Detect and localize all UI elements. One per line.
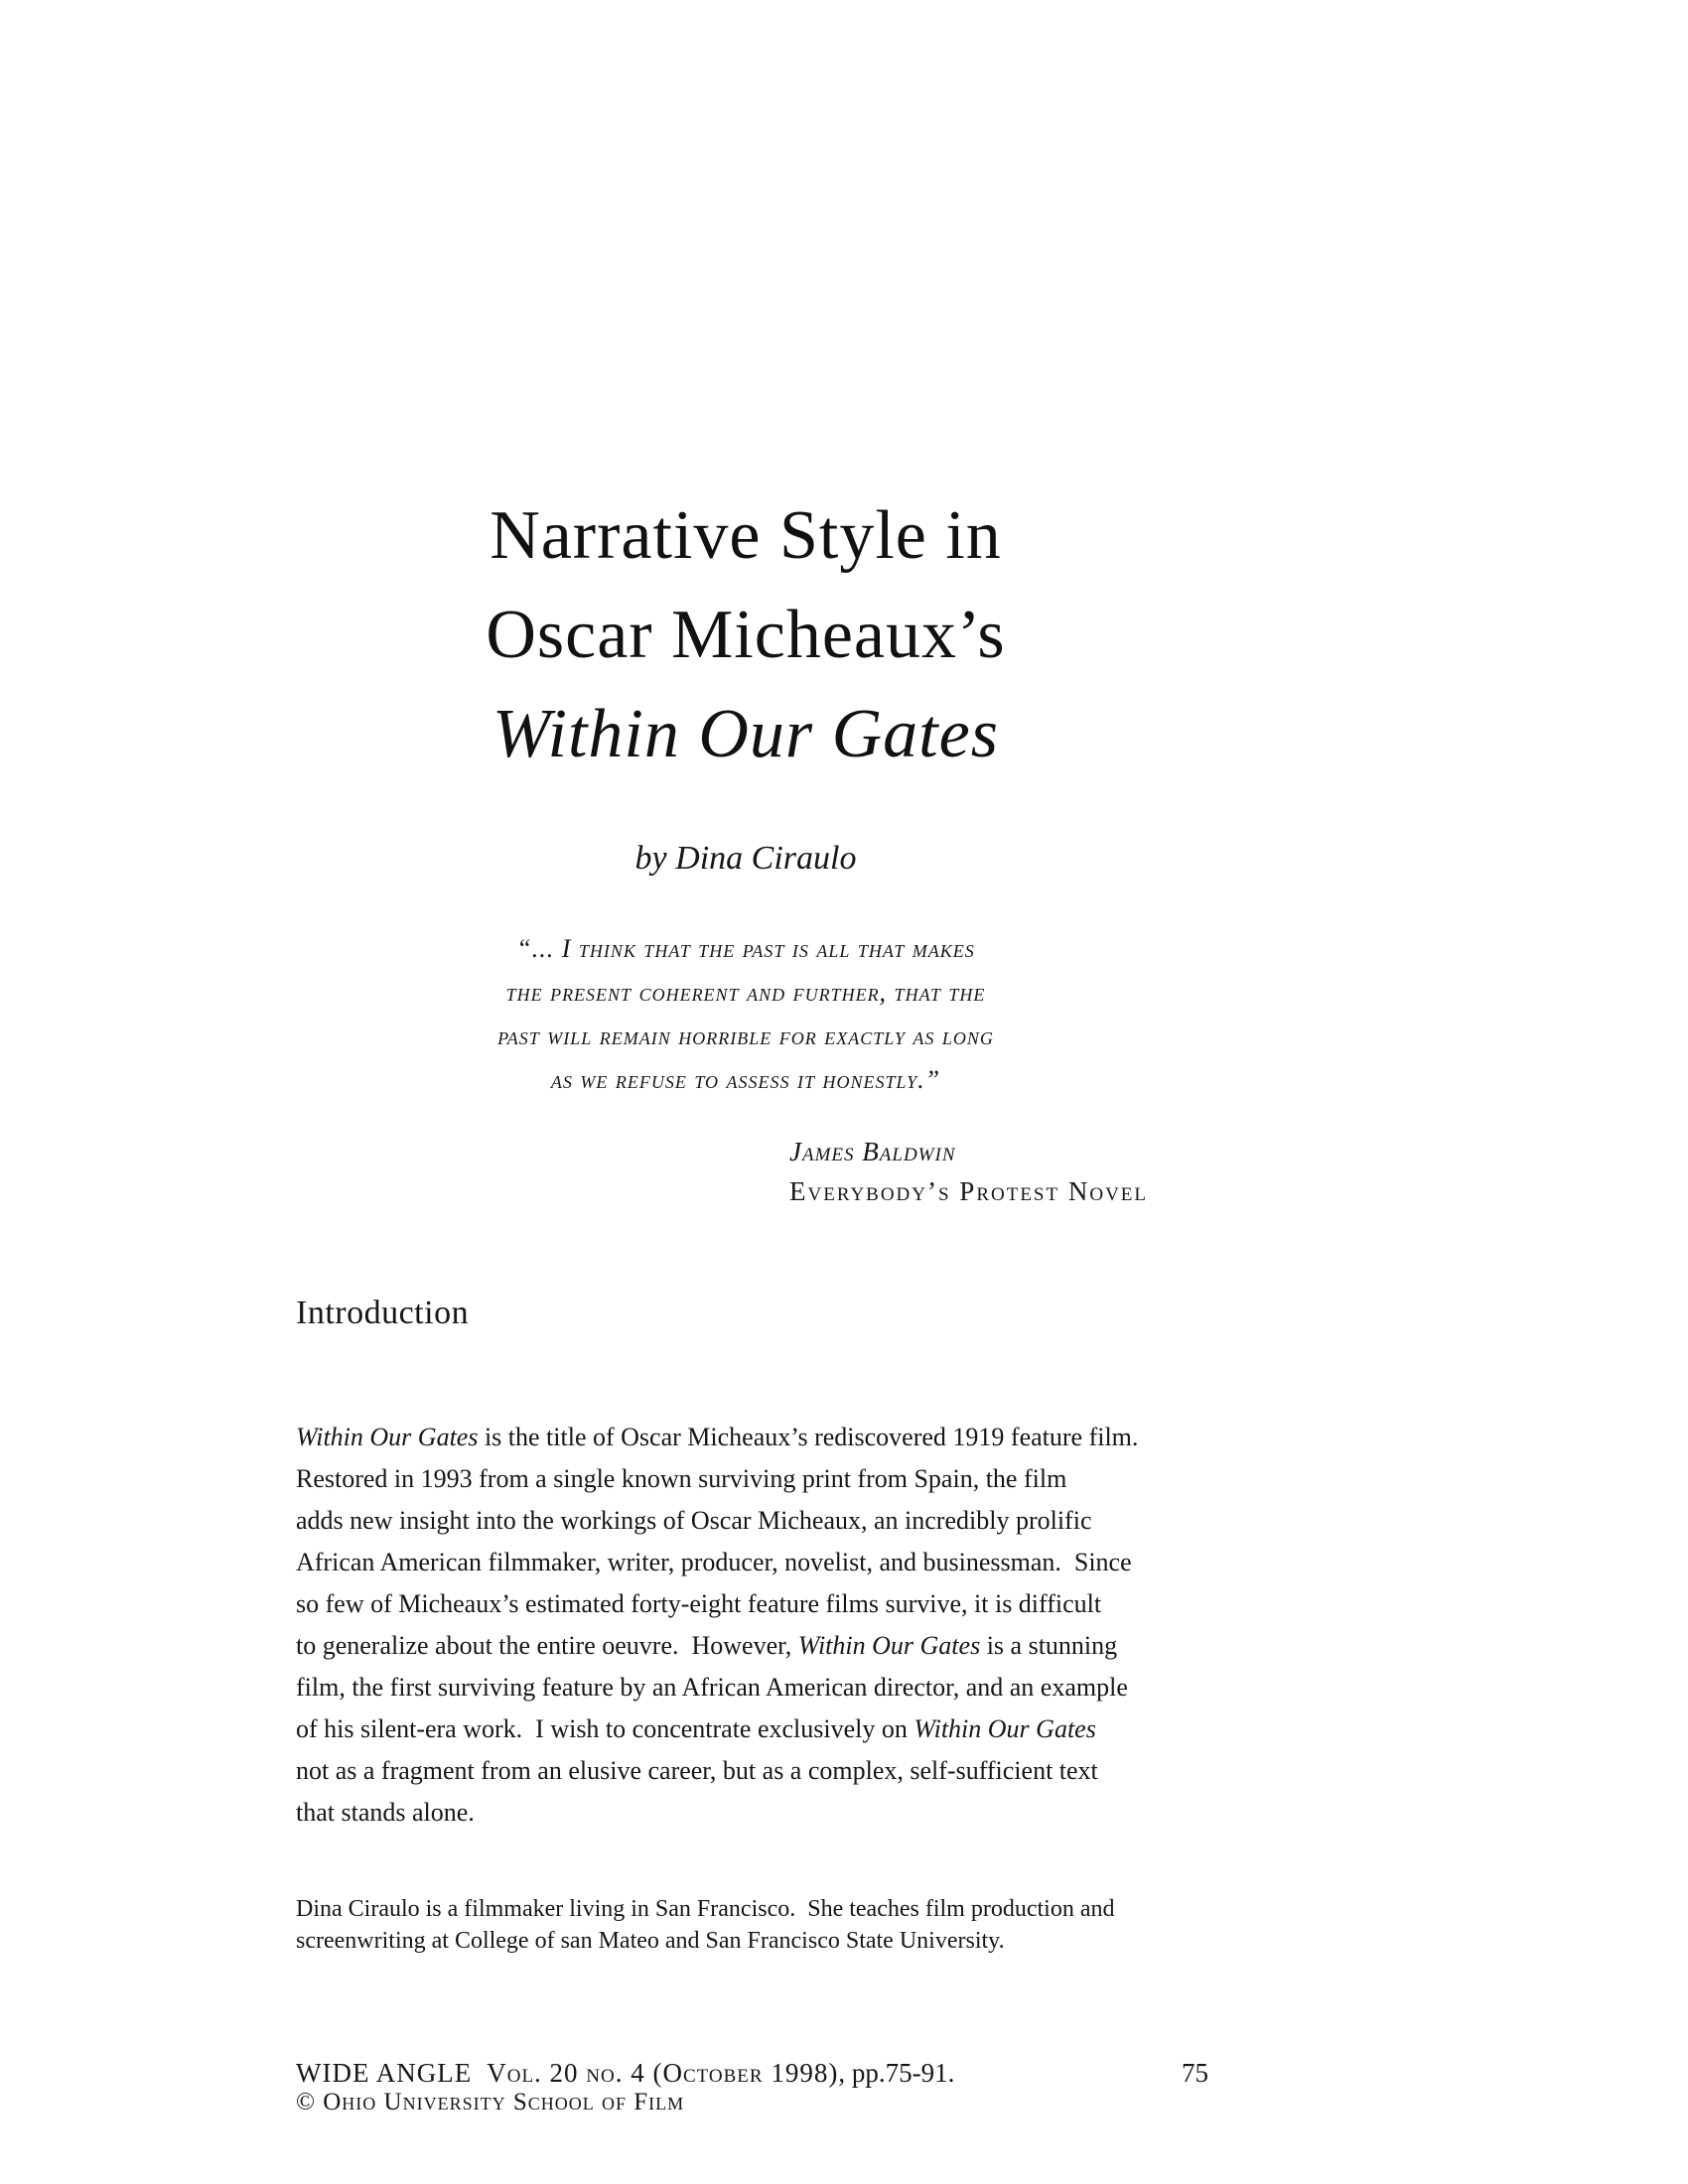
section-heading-introduction: Introduction — [296, 1295, 470, 1331]
title-line: Oscar Micheaux’s — [486, 597, 1006, 673]
journal-citation-pages: , pp.75-91. — [838, 2058, 955, 2088]
epigraph-line: past will remain horrible for exactly as long — [497, 1022, 994, 1050]
attribution-author: James Baldwin — [789, 1137, 956, 1166]
article-title — [296, 486, 1196, 784]
paragraph-line: film, the first surviving feature by an African American director, and an example — [296, 1673, 1128, 1702]
paragraph-line: Within Our Gates is the title of Oscar Micheaux’s rediscovered 1919 feature film. — [296, 1423, 1139, 1451]
byline: by Dina Ciraulo — [634, 840, 857, 877]
title-line: Narrative Style in — [490, 497, 1002, 574]
body-paragraph — [296, 1417, 1196, 1834]
journal-citation-smallcaps: WIDE ANGLE Vol. 20 no. 4 (October 1998) — [296, 2058, 839, 2088]
paragraph-line: that stands alone. — [296, 1798, 475, 1827]
title-line-film-name: Within Our Gates — [492, 696, 999, 772]
paragraph-line: adds new insight into the workings of Oscar Micheaux, an incredibly prolific — [296, 1506, 1092, 1535]
epigraph-line: as we refuse to assess it honestly.” — [550, 1065, 941, 1094]
author-bio-line: screenwriting at College of san Mateo and San Francisco State University. — [296, 1928, 1005, 1954]
page-number: 75 — [1182, 2058, 1208, 2088]
epigraph-attribution — [789, 1132, 1148, 1211]
epigraph-line: the present coherent and further, that the — [505, 978, 986, 1007]
attribution-work-title: Everybody’s Protest Novel — [789, 1176, 1149, 1206]
author-bio-line: Dina Ciraulo is a filmmaker living in San Francisco. She teaches film production and — [296, 1896, 1115, 1922]
paragraph-line: of his silent-era work. I wish to concentrate exclusively on Within Our Gates — [296, 1714, 1096, 1743]
journal-citation-line — [296, 2058, 1196, 2088]
paragraph-line: to generalize about the entire oeuvre. However, Within Our Gates is a stunning — [296, 1631, 1118, 1660]
paragraph-line: Restored in 1993 from a single known surviving print from Spain, the film — [296, 1464, 1067, 1493]
footer-citation — [296, 2058, 1196, 2117]
epigraph-line: “... I think that the past is all that makes — [516, 934, 975, 963]
copyright-line: © Ohio University School of Film — [296, 2089, 685, 2116]
paragraph-line: not as a fragment from an elusive career, but as a complex, self-sufficient text — [296, 1756, 1098, 1785]
paragraph-line: so few of Micheaux’s estimated forty-eight feature films survive, it is difficult — [296, 1589, 1102, 1618]
paragraph-line: African American filmmaker, writer, producer, novelist, and businessman. Since — [296, 1548, 1132, 1576]
author-bio-note — [296, 1893, 1196, 1957]
epigraph-quote — [296, 927, 1196, 1102]
